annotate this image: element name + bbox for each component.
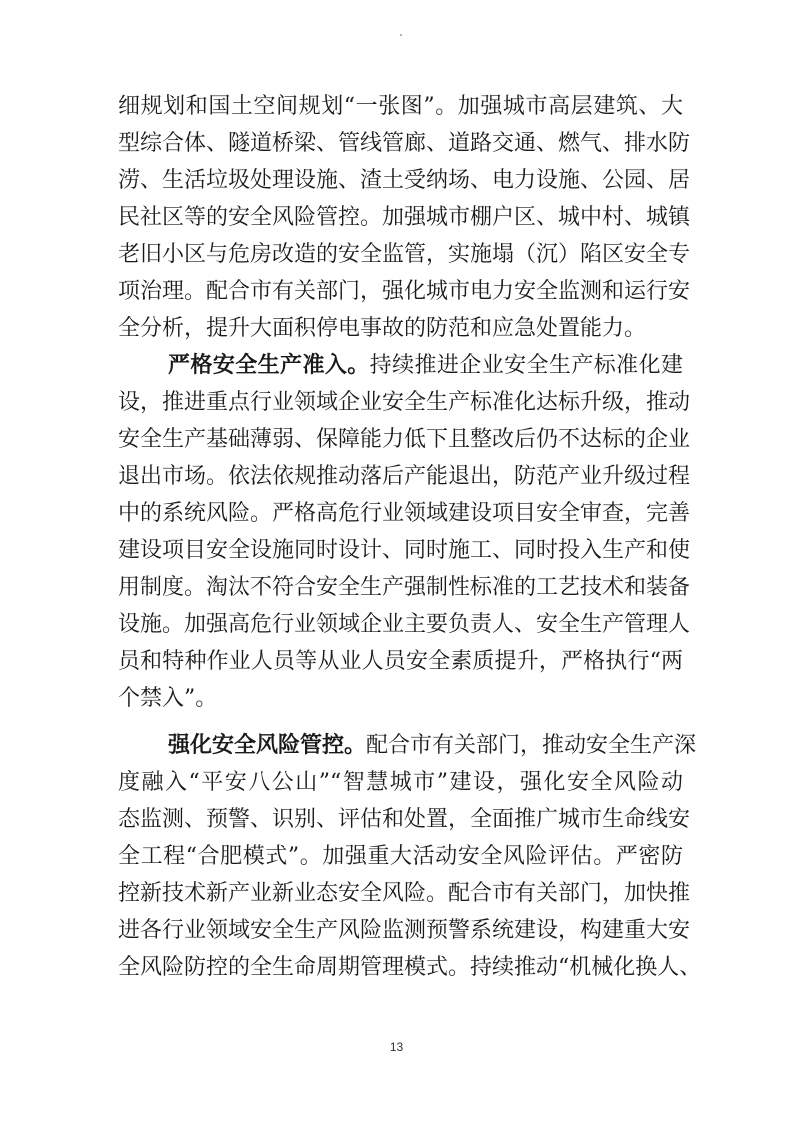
paragraph-production-access [118, 347, 691, 717]
text-line: 中的系统风险。严格高危行业领域建设项目安全审查，完善 [118, 501, 691, 526]
text-line: 控新技术新产业新业态安全风险。配合市有关部门，加快推 [118, 881, 691, 906]
text-line-first [118, 347, 683, 384]
text-line: 项治理。配合市有关部门，强化城市电力安全监测和运行安 [118, 279, 691, 304]
text-line: 态监测、预警、识别、评估和处置，全面推广城市生命线安 [118, 807, 691, 832]
text-line: 全风险防控的全生命周期管理模式。持续推动“机械化换人、 [118, 955, 702, 980]
paragraph-heading: 严格安全生产准入。 [168, 352, 370, 378]
text-line: 个禁入”。 [118, 686, 218, 711]
text-line: 全分析，提升大面积停电事故的防范和应急处置能力。 [118, 316, 647, 341]
text-line-first [118, 727, 697, 764]
text-line: 涝、生活垃圾处理设施、渣土受纳场、电力设施、公园、居 [118, 168, 691, 193]
text-line: 进各行业领域安全生产风险监测预警系统建设，构建重大安 [118, 918, 691, 943]
paragraph-heading: 强化安全风险管控。 [168, 732, 367, 758]
text-line: 员和特种作业人员等从业人员安全素质提升，严格执行“两 [118, 649, 683, 674]
text-line: 设，推进重点行业领域企业安全生产标准化达标升级，推动 [118, 390, 691, 415]
text-line: 全工程“合肥模式”。加强重大活动安全风险评估。严密防 [118, 844, 683, 869]
text-line: 型综合体、隧道桥梁、管线管廊、道路交通、燃气、排水防 [118, 131, 691, 156]
text-line: 度融入“平安八公山”“智慧城市”建设，强化安全风险动 [118, 770, 683, 795]
page-number: 13 [389, 1040, 404, 1054]
text-line: 民社区等的安全风险管控。加强城市棚户区、城中村、城镇 [118, 205, 691, 230]
text-line: 老旧小区与危房改造的安全监管，实施塌（沉）陷区安全专 [118, 242, 691, 267]
heading-continuation: 持续推进企业安全生产标准化建 [369, 353, 683, 378]
text-line: 细规划和国土空间规划“一张图”。加强城市高层建筑、大 [118, 94, 683, 119]
scan-speck [400, 34, 402, 36]
text-line: 用制度。淘汰不符合安全生产强制性标准的工艺技术和装备 [118, 575, 691, 600]
text-line: 退出市场。依法依规推动落后产能退出，防范产业升级过程 [118, 464, 691, 489]
text-line: 设施。加强高危行业领域企业主要负责人、安全生产管理人 [118, 612, 691, 637]
heading-continuation: 配合市有关部门，推动安全生产深 [366, 733, 697, 758]
paragraph-urban-safety [118, 88, 691, 347]
paragraph-risk-control [118, 727, 702, 986]
text-line: 建设项目安全设施同时设计、同时施工、同时投入生产和使 [118, 538, 691, 563]
text-line: 安全生产基础薄弱、保障能力低下且整改后仍不达标的企业 [118, 427, 691, 452]
